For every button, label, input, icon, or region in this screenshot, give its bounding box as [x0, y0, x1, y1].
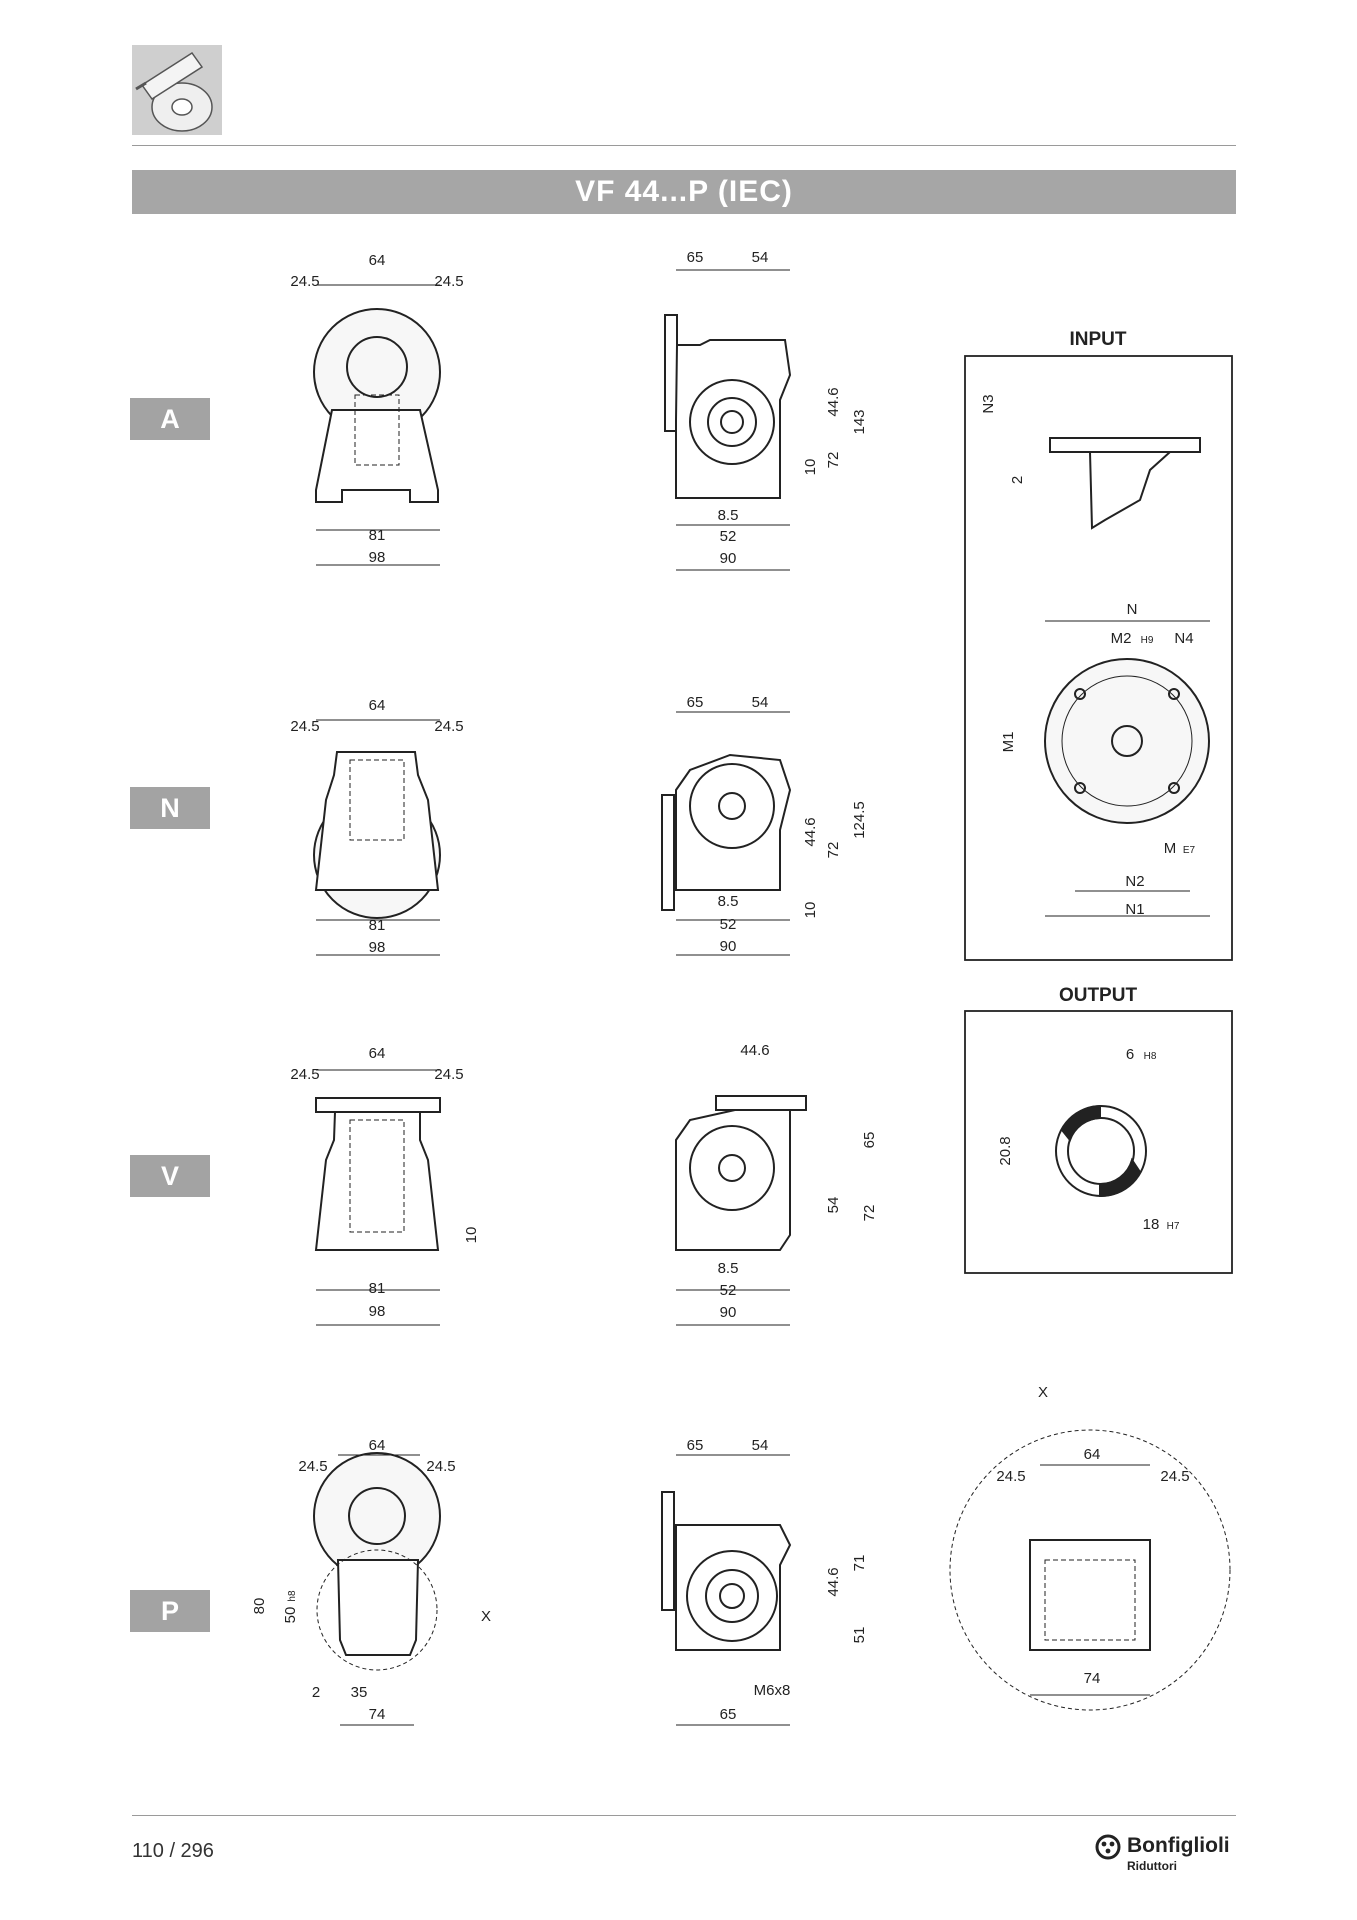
- dim-a-front-81: 81: [368, 527, 386, 544]
- dim-m2-h9: H9: [1140, 635, 1154, 646]
- dim-p-front-2: 2: [311, 1684, 321, 1701]
- drawing-p-side: [662, 1492, 790, 1650]
- dim-n-front-81: 81: [368, 917, 386, 934]
- dim-n-front-24-5-left: 24.5: [290, 718, 320, 735]
- row-label-p: P: [130, 1590, 210, 1632]
- detail-x-ref: X: [480, 1608, 492, 1625]
- page-title: VF 44...P (IEC): [132, 170, 1236, 214]
- dim-p-side-71: 71: [851, 1554, 868, 1572]
- brand-logo: [1095, 1832, 1240, 1882]
- dim-p-front-24-5-right: 24.5: [426, 1458, 456, 1475]
- dim-n-front-64: 64: [368, 697, 386, 714]
- dim-v-front-98: 98: [368, 1303, 386, 1320]
- dim-m1: M1: [1000, 731, 1017, 753]
- dim-v-side-52: 52: [719, 1282, 737, 1299]
- row-label-v: V: [130, 1155, 210, 1197]
- dim-v-front-81: 81: [368, 1280, 386, 1297]
- dim-n-side-54: 54: [751, 694, 769, 711]
- page-number: 110 / 296: [132, 1840, 214, 1862]
- drawing-p-front: [314, 1453, 440, 1670]
- dim-x-24-5-right: 24.5: [1160, 1468, 1190, 1485]
- dim-n-side-124-5: 124.5: [851, 801, 868, 839]
- drawing-v-front: [316, 1098, 440, 1250]
- brand-name: Bonfiglioli: [1127, 1834, 1230, 1857]
- dim-input-2: 2: [1009, 475, 1026, 485]
- dim-x-24-5-left: 24.5: [996, 1468, 1026, 1485]
- dim-p-side-51: 51: [851, 1626, 868, 1644]
- dim-n-front-24-5-right: 24.5: [434, 718, 464, 735]
- input-heading: INPUT: [1069, 329, 1127, 350]
- bonfiglioli-logo-icon: [1095, 1834, 1121, 1860]
- dim-n-front-98: 98: [368, 939, 386, 956]
- dim-p-front-74: 74: [368, 1706, 386, 1723]
- dim-a-front-64: 64: [368, 252, 386, 269]
- drawing-v-side: [676, 1096, 806, 1250]
- dim-n-side-44-6: 44.6: [802, 817, 819, 847]
- dim-18-h7: H7: [1166, 1221, 1180, 1232]
- dim-v-front-24-5-right: 24.5: [434, 1066, 464, 1083]
- input-flange-view: [1045, 659, 1209, 823]
- dim-a-front-98: 98: [368, 549, 386, 566]
- dim-a-front-24-5-left: 24.5: [290, 273, 320, 290]
- dim-v-side-72: 72: [861, 1204, 878, 1222]
- detail-x-drawing: [1030, 1540, 1150, 1650]
- dim-m2: M2: [1110, 630, 1132, 647]
- dim-n-side-52: 52: [719, 916, 737, 933]
- dim-a-side-143: 143: [851, 409, 868, 435]
- row-label-a: A: [130, 398, 210, 440]
- dim-a-front-24-5-right: 24.5: [434, 273, 464, 290]
- output-bore-detail: [1056, 1106, 1146, 1196]
- brand-subtitle: Riduttori: [1127, 1859, 1177, 1873]
- dim-x-64: 64: [1083, 1446, 1101, 1463]
- row-label-n: N: [130, 787, 210, 829]
- dim-p-front-50: 50: [282, 1606, 299, 1624]
- dim-m: M: [1163, 840, 1177, 857]
- dim-n-side-8-5: 8.5: [717, 893, 739, 910]
- dim-a-side-65: 65: [686, 249, 704, 266]
- dim-a-side-54: 54: [751, 249, 769, 266]
- output-heading: OUTPUT: [1058, 985, 1138, 1006]
- dim-p-side-65-bottom: 65: [719, 1706, 737, 1723]
- dim-p-side-65: 65: [686, 1437, 704, 1454]
- drawing-a-side: [665, 315, 790, 498]
- dim-n4: N4: [1174, 630, 1194, 647]
- dim-n: N: [1126, 601, 1138, 618]
- dim-a-side-52: 52: [719, 528, 737, 545]
- dim-p-front-35: 35: [350, 1684, 368, 1701]
- dim-18: 18: [1142, 1216, 1160, 1233]
- drawing-n-front: [314, 752, 440, 918]
- dim-a-side-8-5: 8.5: [717, 507, 739, 524]
- dim-v-front-24-5-left: 24.5: [290, 1066, 320, 1083]
- dim-n-side-10: 10: [802, 901, 819, 919]
- dim-a-side-44-6: 44.6: [825, 387, 842, 417]
- dim-v-front-64: 64: [368, 1045, 386, 1062]
- dim-n-side-65: 65: [686, 694, 704, 711]
- dim-6-h8: H8: [1143, 1051, 1157, 1062]
- dim-a-side-72: 72: [825, 451, 842, 469]
- dim-v-side-90: 90: [719, 1304, 737, 1321]
- drawing-n-side: [662, 755, 790, 910]
- dim-p-side-44-6: 44.6: [825, 1567, 842, 1597]
- dim-x-74: 74: [1083, 1670, 1101, 1687]
- dim-p-front-h8: h8: [287, 1590, 298, 1602]
- dim-n-side-72: 72: [825, 841, 842, 859]
- dim-a-side-90: 90: [719, 550, 737, 567]
- dim-20-8: 20.8: [997, 1136, 1014, 1166]
- dim-a-side-10: 10: [802, 458, 819, 476]
- dim-6: 6: [1125, 1046, 1135, 1063]
- dim-v-side-54: 54: [825, 1196, 842, 1214]
- detail-x-label: X: [1037, 1384, 1049, 1401]
- dim-p-front-24-5-left: 24.5: [298, 1458, 328, 1475]
- dim-p-side-m6x8: M6x8: [753, 1682, 791, 1699]
- dim-p-front-80: 80: [251, 1597, 268, 1615]
- dim-v-side-44-6: 44.6: [740, 1042, 770, 1059]
- drawing-a-front: [314, 309, 440, 502]
- dim-n3: N3: [980, 394, 997, 414]
- dim-v-side-65: 65: [861, 1131, 878, 1149]
- dim-v-side-8-5: 8.5: [717, 1260, 739, 1277]
- dim-n-side-90: 90: [719, 938, 737, 955]
- dim-n2: N2: [1125, 873, 1145, 890]
- dim-n1: N1: [1125, 901, 1145, 918]
- dim-p-front-64: 64: [368, 1437, 386, 1454]
- dim-v-front-10: 10: [463, 1226, 480, 1244]
- dim-m-e7: E7: [1182, 845, 1196, 856]
- dim-p-side-54: 54: [751, 1437, 769, 1454]
- input-flange-detail: [1050, 438, 1200, 528]
